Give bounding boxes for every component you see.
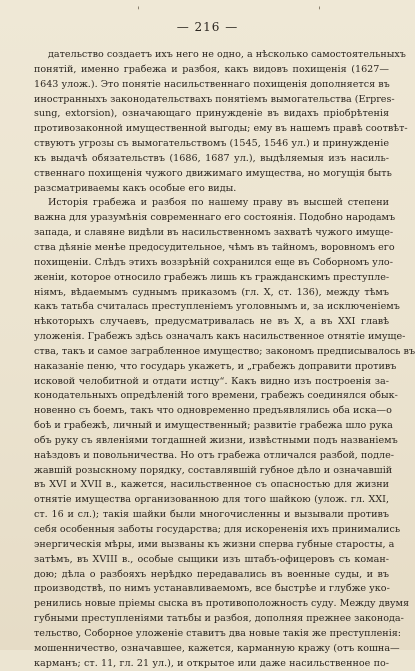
text-line: какъ татьба считалась преступленіемъ уголовнымъ и, за исключеніемъ xyxy=(34,301,400,313)
text-line: понятій, именно грабежа и разбоя, какъ видовъ похищенія (1627— xyxy=(34,63,389,75)
text-line: наѣздовъ и повольничества. Но отъ грабежа отличался разбой, подле- xyxy=(34,449,394,461)
text-line: дою; дѣла о разбояхъ нерѣдко передавались въ военные суды, и въ xyxy=(34,568,389,580)
text-line: ства, такъ и самое заграбленное имущество; закономъ предписывалось въ xyxy=(34,345,415,357)
text-line: запада, и славяне видѣли въ насильственномъ захватѣ чужого имуще- xyxy=(34,227,394,239)
text-line: ственнаго похищенія чужого движимаго имущества, но могущія быть xyxy=(34,167,392,179)
text-line: карманъ; ст. 11, гл. 21 ул.), и открытое или даже насильственное по- xyxy=(34,657,389,669)
text-line: разсматриваемы какъ особые его виды. xyxy=(34,182,237,194)
text-line: дательство создаетъ ихъ него не одно, а нѣсколько самостоятельныхъ xyxy=(48,49,406,60)
text-line: тельство, Соборное уложеніе ставитъ два новые такія же преступленія: xyxy=(34,627,402,639)
text-line: ствуютъ угрозы съ вымогательствомъ (1545, 1546 ул.) и принужденіе xyxy=(34,138,389,150)
text-line: похищеніи. Слѣдъ этихъ воззрѣній сохранился еще въ Соборномъ уло- xyxy=(34,256,393,268)
text-line: боѣ и грабежѣ, личный и имущественный; развитіе грабежа шло рука xyxy=(34,420,393,432)
text-line: себя особенныя заботы государства; для искорененія ихъ принимались xyxy=(34,524,401,535)
text-line: губными преступленіями татьбы и разбоя, дополняя прежнее законода- xyxy=(34,613,404,625)
text-line: жавшій розыскному порядку, составлявшій губное дѣло и означавшій xyxy=(34,464,393,476)
text-line: 1643 улож.). Это понятіе насильственнаго похищенія дополняется въ xyxy=(34,78,390,90)
page-body xyxy=(34,48,415,671)
text-line: нѣкоторыхъ случаевъ, предусматривалась не въ Х, а въ ХХI главѣ xyxy=(34,316,389,328)
text-line: уложенія. Грабежъ здѣсь означалъ какъ насильственное отнятіе имуще- xyxy=(34,331,406,343)
text-line: энергическія мѣры, ими вызваны къ жизни сперва губные старосты, а xyxy=(34,538,395,550)
text-line: въ ХVI и ХVII в., кажется, насильственное съ опасностью для жизни xyxy=(34,479,389,491)
text-line: производствѣ, по нимъ устанавливаемомъ, все быстрѣе и глубже уко- xyxy=(34,583,390,595)
text-line: ст. 16 и сл.); такія шайки были многочисленны и вызывали противъ xyxy=(34,509,389,521)
text-line: наказаніе пеню, что государь укажетъ, и „грабежъ доправити противъ xyxy=(34,360,397,372)
text-line: важна для уразумѣнія современнаго его состоянія. Подобно народамъ xyxy=(34,212,396,224)
text-line: мошенничество, означавшее, кажется, карманную кражу (отъ кошна— xyxy=(34,642,400,654)
text-line: новенно съ боемъ, такъ что одновременно предъявлялись оба иска—о xyxy=(34,405,392,417)
text-line: затѣмъ, въ ХVIII в., особые сыщики изъ штабъ-офицеровъ съ коман- xyxy=(34,553,389,565)
text-line: противозаконной имущественной выгоды; ему въ нашемъ правѣ соотвѣт- xyxy=(34,123,408,135)
text-line: ства дѣяніе менѣе предосудительное, чѣмъ въ тайномъ, воровномъ его xyxy=(34,241,395,253)
page-number: — 216 — xyxy=(176,20,239,34)
text-line: къ выдачѣ обязательствъ (1686, 1687 ул.), выдѣляемыя изъ насиль- xyxy=(34,152,389,164)
text-line: объ руку съ явленіями тогдашней жизни, извѣстными подъ названіемъ xyxy=(34,434,398,446)
text-line: sung, extorsion), означающаго принужденіе въ видахъ пріобрѣтенія xyxy=(34,108,389,120)
edge-mark: ' xyxy=(318,6,321,17)
text-line: женіи, которое относило грабежъ лишь къ гражданскимъ преступле- xyxy=(34,271,390,283)
text-line: ренились новые пріемы сыска въ противоположность суду. Между двумя xyxy=(34,598,410,610)
edge-mark: ' xyxy=(137,6,140,17)
text-line: ніямъ, вѣдаемымъ суднымъ приказомъ (гл. Х, ст. 136), между тѣмъ xyxy=(34,286,389,298)
text-line: иностранныхъ законодательствахъ понятіемъ вымогательства (Erpres- xyxy=(34,93,395,105)
text-line: конодательныхъ опредѣленій того времени, грабежъ соединялся обык- xyxy=(34,390,398,402)
paragraph xyxy=(34,48,408,196)
text-line: исковой челобитной и отдати истцу“. Какъ видно изъ построенія за- xyxy=(34,375,389,387)
paragraph xyxy=(34,196,415,671)
text-line: отнятіе имущества организованною для того шайкою (улож. гл. ХХI, xyxy=(34,494,389,506)
text-line: Исторія грабежа и разбоя по нашему праву въ высшей степени xyxy=(48,197,389,209)
